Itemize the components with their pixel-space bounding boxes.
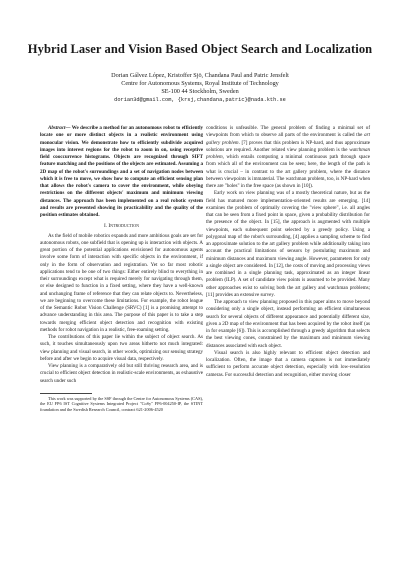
term-art-gallery: art gallery problem — [206, 132, 370, 146]
right-paragraph-1 — [206, 125, 370, 190]
abstract-text: — We describe a method for an autonomous robot to efficiently locate one or more distinct objects in a realistic environment using monocular vision. We demonstrate how to efficiently subdivide acquired images into interest regions for the robot to zoom in on, using receptive field cooccurrence histograms. Objects are recognized through SIFT feature matching and the positions of the objects are estimated. Assuming a 2D map of the robot's surroundings and a set of navigation nodes between which it is free to move, we show how to compute an efficient sensing plan that allows the robot's camera to cover the environment, while obeying restrictions on the different objects' maximum and minimum viewing distances. The approach has been implemented on a real robotic system and results are presented showing its practicability and the quality of the position estimates obtained. — [40, 125, 203, 218]
intro-paragraph-1: As the field of mobile robotics expands and more ambitious goals are set for autonomous robots, one subfield that is opening up is interaction with objects. A great portion of the potential applications envisioned for autonomous agents involve some form of interaction with specific objects in the environment, if only in the form of observation and registration. Yet so far most robotic applications tend to be one of two things: Either entirely blind to everything in their surroundings except what is required merely for navigating through them, or else designed to function in a fixed setting, where they have a well-known and unchanging frame of reference that they can relate objects to. Nevertheless, we are beginning to overcome these limitations. For example, the robot league of the Semantic Robot Vision Challenge (SRVC) [1] is a promising attempt to advance understanding in this area. The purpose of this paper is to take a step towards merging efficient object detection and recognition with existing methods for robot navigation in a realistic, free-roaming setting. — [40, 232, 203, 333]
right-paragraph-3: The approach to view planning proposed in this paper aims to move beyond considering only a single object, instead performing an efficient simultaneous search for several objects of different appearance and potentially different size, given a 2D map of the environment that has been acquired by the robot itself (as in for example [6]). This is accomplished through a greedy algorithm that selects the best viewing cones, constrained by the maximum and minimum viewing distances associated with each object. — [206, 299, 370, 349]
left-column — [40, 125, 203, 412]
right-paragraph-1-part-c: , which entails computing a minimal continuous path through space from which all of the environment can be seen; here, the length of the path is what is crucial – in contrast to the art gallery problem, where the distance between viewpoints is immaterial. The watchman problem, too, is NP-hard when there are "holes" in the free space (as shown in [10]). — [206, 154, 370, 189]
abstract — [40, 125, 203, 219]
author-emails: dorian3d@gmail.com, {krsj,chandana,patric}@nada.kth.se — [114, 97, 286, 103]
section-heading-introduction: I. Introduction — [103, 223, 140, 230]
right-column — [206, 125, 370, 379]
right-paragraph-1-part-b: . [7] proves that this problem is NP-hard, and thus approximate solutions are required. Another related view planning problem is the — [206, 139, 370, 153]
right-paragraph-2: Early work on view planning was of a mostly theoretical nature, but as the field has matured more implementation-oriented results are emerging. [14] examines the problem of optimally covering the "view sphere", i.e. all angles that can be seen from a fixed point in space, given a probability distribution for the presence of the object. In [15], the approach is augmented with multiple viewpoints, each subsequent point selected by a greedy policy. Using a polygonal map of the robot's surrounding, [4] applies a sampling scheme to find an approximate solution to the art gallery problem while additionally taking into account the practical limitations of sensors by postulating maximum and minimum distances and maximum viewing angle. However, parameters for only a single object are considered. In [12], the costs of moving and processing views are combined in a single planning task, approximated as an integer linear problem (ILP). A set of candidate view points is assumed to be provided. Many other approaches exist to solving both the art gallery and watchman problems; [11] provides an extensive survey. — [206, 190, 370, 298]
term-watchman: watchman problem — [206, 146, 370, 160]
author-list: Dorian Gálvez López, Kristoffer Sjö, Chandana Paul and Patric Jensfelt — [111, 72, 289, 79]
intro-paragraph-2: The contributions of this paper lie within the subject of object search. As such, it touches simultaneously upon two areas hitherto not much integrated: view planning and visual search, in other words, optimizing our sensing strategy before and after we begin to acquire visual data, respectively. — [40, 334, 203, 362]
footnote-funding: This work was supported by the SSF through the Centre for Autonomous Systems (CAS), the EU FP6 IST Cognitive Systems Integrated Project "CoSy" FP6-004250-IP, the STINT foundation and the Swedish Research Council, contract 621-2006-4520 — [40, 395, 203, 412]
paper-title: Hybrid Laser and Vision Based Object Search and Localization — [27, 42, 373, 56]
address: SE-100 44 Stockholm, Sweden — [161, 88, 239, 95]
footnote-rule — [40, 393, 92, 394]
abstract-label: Abstract — [48, 125, 66, 131]
affiliation: Centre for Autonomous Systems, Royal Institute of Technology — [121, 80, 279, 87]
intro-paragraph-3: View planning is a comparatively old but still thriving research area, and is crucial to efficient object detection in realistic-scale environments, as exhaustive search under such — [40, 363, 203, 384]
right-paragraph-1-part-a: conditions is unfeasible. The general problem of finding a minimal set of viewpoints from which to observe all parts of the environment is called the — [206, 125, 370, 139]
right-paragraph-4: Visual search is also highly relevant to efficient object detection and localization. Often, the image that a camera captures is not immediately sufficient to perform accurate object detection, especially with low-resolution cameras. For successful detection and recognition, either moving closer — [206, 349, 370, 378]
